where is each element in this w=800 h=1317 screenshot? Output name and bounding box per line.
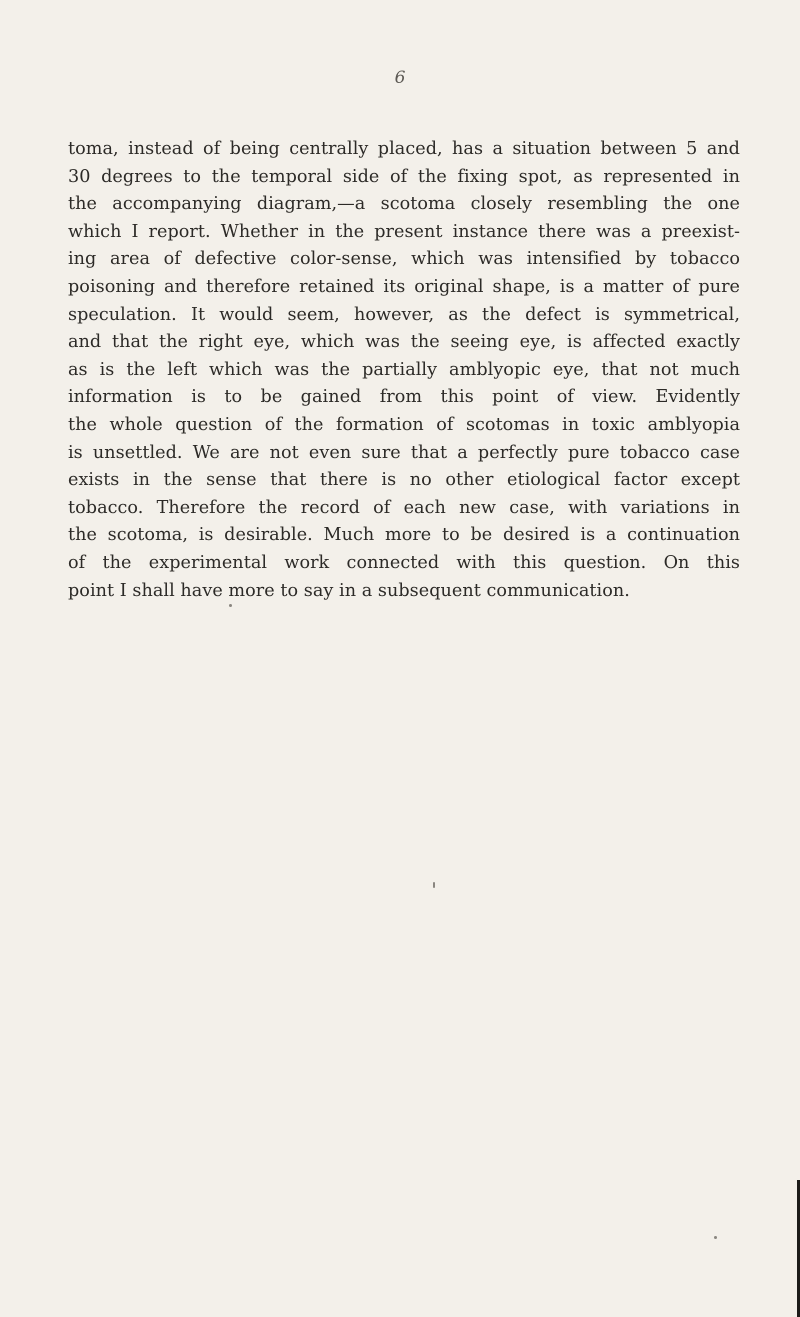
text-line: the whole question of the formation of scotomas in toxic amblyopia (68, 414, 740, 435)
text-line: poisoning and therefore retained its original shape, is a matter of pure (68, 276, 740, 297)
scan-speck (714, 1236, 717, 1239)
text-line: which I report. Whether in the present instance there was a preexist- (68, 221, 740, 242)
text-line: ing area of defective color-sense, which was intensified by tobacco (68, 249, 740, 270)
text-line: information is to be gained from this point of view. Evidently (68, 387, 740, 408)
text-line: tobacco. Therefore the record of each new case, with variations in (68, 497, 740, 518)
scan-speck (229, 604, 232, 607)
text-line: the scotoma, is desirable. Much more to be desired is a continuation (68, 525, 740, 546)
text-line: as is the left which was the partially amblyopic eye, that not much (68, 359, 740, 380)
text-line: is unsettled. We are not even sure that a perfectly pure tobacco case (68, 442, 740, 463)
page-number: 6 (394, 68, 406, 88)
text-line: toma, instead of being centrally placed, has a situation between 5 and (68, 139, 740, 159)
text-line: the accompanying diagram,—a scotoma closely resembling the one (68, 194, 740, 215)
text-line: point I shall have more to say in a subsequent communication. (68, 580, 630, 601)
text-line: of the experimental work connected with this question. On this (68, 552, 740, 573)
text-line: 30 degrees to the temporal side of the fixing spot, as represented in (68, 166, 740, 187)
scan-speck (433, 882, 435, 888)
body-text (68, 136, 740, 605)
text-line: and that the right eye, which was the seeing eye, is affected exactly (68, 332, 740, 353)
text-line: speculation. It would seem, however, as the defect is symmetrical, (68, 304, 740, 325)
text-line: exists in the sense that there is no other etiological factor except (68, 470, 740, 491)
